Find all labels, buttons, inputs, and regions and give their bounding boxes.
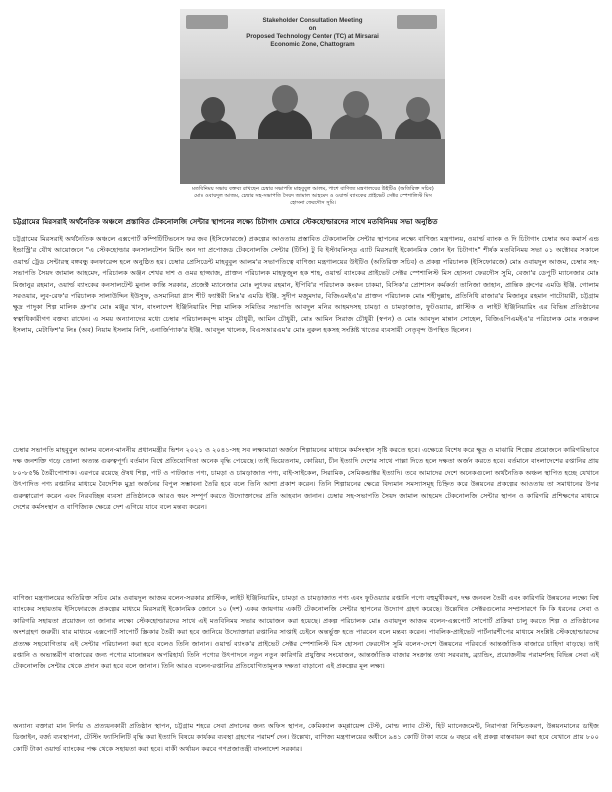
person-head — [272, 85, 298, 113]
article-paragraph: বাণিজ্য মন্ত্রণালয়ের অতিরিক্ত সচিব মোঃ ওবায়দুল আজম বলেন-সরকার প্লাস্টিক, লাইট ইঞ্জিনিয়ারিং, চামড়া ও চামড়াজাত পণ্য এবং ফুটওয়্যার রপ্তানি পণ্যে বহুমুখীকরণ, দক্ষ জনবল তৈরী এবং কারিগরি উন্নয়নের লক্ষ্যে বিশ্ব ব্যাংকের সহায়তায় ইসিফোরজে প্রকল্পের মাধ্যমে মিরসরাই ইকোনমিক জোনে ১০ (দশ) একর জায়গায় একটি টেকনোলজি সেন্টার স্থাপনের উদ্যোগ গ্রহণ করেছে। উল্লেখিত সেক্টরগুলোর সম্প্রসারণে কি কি ধরনের সেবা ও কারিগরি সহায়তা প্রয়োজন তা জানার লক্ষ্যে স্টেকহোল্ডারদের সাথে এই মতবিনিময় সভার আয়োজন করা হয়েছে। প্রকল্প পরিচালক মোঃ ওবায়দুল আজম বলেন-এক্সপোর্ট সাপোর্ট প্রক্রিয়া চালু করতে শিল্প ও প্রতিষ্ঠানের অংশগ্রহণ জরুরী। যার মাধ্যমে এক্সপোর্ট সাপোর্ট স্ক্রিকার তৈরী করা হবে জানিয়ে উদ্যোক্তারা রপ্তানির সাপ্তাই চেইনে অন্তর্ভুক্ত হতে পারবেন বলে মন্তব্য করেন। পাবলিক-প্রাইভেট পার্টনারশীপের মাধ্যমে সংশ্লিষ্ট স্টেকহোল্ডারদের প্রত্যক্ষ সহযোগিতায় এই সেন্টার পরিচালনা করা হবে বলেও তিনি জানান। ওয়ার্ল্ড ব্যাংক'র প্রাইভেট সেক্টর স্পেশালিস্ট মিস হোসনা ফেরদৌস সুমি বলেন-দেশে উন্নয়নের পরিবর্তে আন্তর্জাতিক বাজারে চাহিদা বাড়ছে। তাই রপ্তানি ও অভ্যন্তরীণ বাজারের জন্য পণ্যের মানোন্নয়ন অপরিহার্য। তিনি পণ্যের উৎপাদনে নতুন নতুন কারিগরি প্রযুক্তির সংযোজন, আন্তর্জাতিক বাজার সংক্রান্ত তথ্য সরবরাহ, ব্র্যান্ডিং, প্রয়োজনীয় পরামর্শসহ বিভিন্ন সেবা এই টেকনোলজি সেন্টার থেকে প্রদান করা হবে বলে জানান। তিনি আরও বলেন-রপ্তানির প্রতিযোগিতামূলক দক্ষতা বাড়ানো এই প্রকল্পের মূল লক্ষ্য। — [13, 594, 599, 671]
world-bank-logo — [397, 15, 437, 29]
meeting-photo — [180, 9, 445, 184]
person-head — [201, 97, 225, 123]
person-head — [343, 91, 369, 118]
person-head — [406, 97, 430, 122]
ministry-logo — [186, 15, 228, 29]
article-paragraph: চেম্বার সভাপতি মাহবুবুল আলম বলেন-মাননীয় প্রধানমন্ত্রীর ভিশন ২০২১ ও ২০৪১-সহ সব লক্ষ্যমাত্রা অর্জনে শিল্পায়নের মাধ্যমে কর্মসংস্থান সৃষ্টি করতে হবে। এক্ষেত্রে বিশেষ করে ক্ষুদ্র ও মাঝারি শিল্পের প্রয়োজনে কারিগরিভাবে দক্ষ জনশক্তি গড়ে তোলা অত্যন্ত গুরুত্বপূর্ণ। বর্তমান বিশ্বে প্রতিযোগিতা অনেক বৃদ্ধি পেয়েছে। তাই ভিয়েতনাম, কোরিয়া, চীন ইত্যাদি দেশের সাথে পাল্লা দিতে হলে দক্ষতা অর্জন করতে হবে। বর্তমানে বাংলাদেশের রপ্তানির প্রায় ৮০-৮৫% তৈরীপোশাক। এরপরে রয়েছে ঔষধ শিল্প, পাট ও পাটজাত পণ্য, চামড়া ও চামড়াজাত পণ্য, বাই-সাইকেল, সিরামিক, সেমিকন্ডাক্টর ইত্যাদি। তবে আমাদের দেশে অনেকগুলো অর্থনৈতিক অঞ্চল স্থাপিত হচ্ছে যেখানে উৎপাদিত পণ্য রপ্তানির মাধ্যমে বৈদেশিক মুদ্রা অর্জনের বিপুল সম্ভাবনা তৈরি হবে বলে তিনি আশা প্রকাশ করেন। তিনি শিল্পায়নের ক্ষেত্রে বিদ্যমান সমস্যাসমূহ চিহ্নিত করে উন্নয়নের প্রকল্পের আওতায় তা সমাধানের উপর গুরুত্বারোপ করেন এবং নিরবচ্ছিন্ন ব্যবসা প্রতিষ্ঠানকে আরও স্বয়ং সম্পূর্ণ করতে উদ্যোক্তাদের প্রতি আহবান জানান। চেম্বার সহ-সভাপতি সৈয়দ জামাল আহমেদ টেকনোলজি সেন্টার স্থাপন ও কারিগরি প্রশিক্ষণের মাধ্যমে দেশের কর্মসংস্থান ও বাণিজ্যিক ক্ষেত্রে দেশ এগিয়ে যাবে বলে মন্তব্য করেন। — [13, 446, 599, 512]
article-headline: চট্টগ্রামের মিরসরাই অর্থনৈতিক অঞ্চলে প্রস্তাবিত টেকনোলজি সেন্টার স্থাপনের লক্ষ্যে চিটাগাং চেম্বারে স্টেকহোল্ডারদের সাথে মতবিনিময় সভা অনুষ্ঠিত — [13, 217, 438, 226]
article-paragraph: অন্যান্য বক্তারা মান নির্ণয় ও প্রত্যয়নকারী প্রতিষ্ঠান স্থাপন, চট্টগ্রাম শহরে সেবা প্রদানের জন্য অফিস স্থাপন, কেমিক্যাল কম্প্লায়েন্স টেস্ট, মোল্ড ল্যাব টেস্ট, হিট ম্যানেজমেন্ট, নিরাপত্তা নিশ্চিতকরণ, উন্নয়নমানের ডাইজ ডিজাইন, বর্জ্য ব্যবস্থাপনা, টেস্টিং ফ্যাসিলিটি বৃদ্ধি করা ইত্যাদি বিষয়ে কার্যকর ব্যবস্থা গ্রহণের পরামর্শ দেন। উল্লেখ্য, বাণিজ্য মন্ত্রণালয়ের অধীনে ৯৪১ কোটি টাকা ব্যয়ে ৬ বছরে এই প্রকল্প বাস্তবায়ন করা হবে যেখানে প্রায় ৮০০ কোটি টাকা ওয়ার্ল্ড ব্যাংকের পক্ষ থেকে সহায়তা করা হবে। বাকী অর্থায়ন করবে গণপ্রজাতন্ত্রী বাংলাদেশ সরকার। — [13, 722, 599, 753]
article-paragraph: চট্টগ্রামের মিরসরাই অর্থনৈতিক অঞ্চলে এক্সপোর্ট কম্পিটিটিভনেস ফর জব (ইসিফোরজে) প্রকল্পের আওতায় প্রস্তাবিত টেকনোলজি সেন্টার স্থাপনের লক্ষ্যে বাণিজ্য মন্ত্রণালয়, ওয়ার্ল্ড ব্যাংক ও দি চিটাগাং চেম্বার অব কমার্স এন্ড ইন্ডাস্ট্রি'র যৌথ আয়োজনে "এ স্টেকহোল্ডার কনসালটেশন মিটিং অন দ্যা প্রপোজড টেকনোলজি সেন্টার (টিসি) টু বি ইস্টাবলিস্ড এ্যাট মিরসরাই ইকোনমিক জোন ইন চিটাগাং" শীর্ষক মতবিনিময় সভা ০১ অক্টোবর সকালে ওয়ার্ল্ড ট্রেড সেন্টারস্থ বঙ্গবন্ধু কনফারেন্স হলে অনুষ্ঠিত হয়। চেম্বার প্রেসিডেন্ট মাহবুবুল আলম'র সভাপতিত্বে বাণিজ্য মন্ত্রণালয়ের উইটিও (অতিরিক্ত সচিব) ও প্রকল্প পরিচালক (ইসিফোরজে) মোঃ ওবায়দুল আজম, চেম্বার সহ-সভাপতি সৈয়দ জামাল আহমেদ, পরিচালক অঞ্জন শেখর দাশ ও ওমর হাজ্জাজ, প্রাক্তন পরিচালক মাহফুজুল হক শাহ, ওয়ার্ল্ড ব্যাংকের প্রাইভেট সেক্টর স্পেশালিস্ট মিস হোসনা ফেরদৌস সুমি, বেজা'র ডেপুটি ম্যানেজার মোঃ মিজানুর রহমান, ওয়ার্ল্ড ব্যাংকের কনসালটেন্ট মুনাল কান্তি সরকার, প্রজেক্ট ম্যানেজার মোঃ লুৎফর রহমান, ইপিবি'র পরিচালক কংকন চাকমা, বিসিক'র প্রোশাসন কর্মকর্তা তানিজা জাহান, প্রান্তিক গ্রুপের এমডি ইঞ্জি. গোলাম সরওয়ার, লুব-রেফ'র পরিচালক সালাউদ্দিন ইউসুফ, ওসমানিয়া গ্লাস শীট ফ্যাক্টরী লিঃ'র এমডি ইঞ্জি. সুদীপ মজুমদার, বিজিএমইএ'র প্রাক্তন পরিচালক মোঃ শহীদুল্লাহ, প্রতিনিধি রাজার'র মিজানুর রহমান পাটোয়ারী, চট্টগ্রাম ক্ষুদ্র পাদুকা শিল্প মালিক গ্রুপ'র মোঃ মঞ্জুর খান, বাংলাদেশ ইঞ্জিনিয়ারিং শিল্প মালিক সমিতির সভাপতি আবদুল মনির আহমদসহ চামড়া ও চামড়াজাত, ফুটওয়্যার, প্লাস্টিক ও লাইট ইঞ্জিনিয়ারিং এর বিভিন্ন প্রতিষ্ঠানের স্বত্বাধিকারীগণ বক্তব্য রাখেন। এ সময় অন্যান্যদের মধ্যে চেম্বার পরিচালকবৃন্দ মাসুম চৌধুরী, আমিন চৌধুরী, মোঃ আমিন সিরাজ চৌধুরী (স্বপন) ও মোঃ আবদুল মান্নান সোহেল, বিজিএপিএমইএ'র পরিচালক মোঃ নজরুল ইসলাম, মেটাফিশ'র লিঃ (অব) নিয়াম ইসলাম নিশি, এনার্জিপ্যাক'র ইঞ্জি. আবদুল খালেক, বিএসআরএম'র মোঃ নুরুল হকসহ সংশ্লিষ্ট খাতের ব্যবসায়ী নেতৃবৃন্দ উপস্থিত ছিলেন। — [13, 235, 599, 335]
banner-text: Stakeholder Consultation Meeting on Proposed Technology Center (TC) at Mirsarai Economic Zone, Chattogram — [246, 17, 379, 48]
photo-caption: মতবিনিময় সভায় বক্তব্য রাখছেন চেম্বার সভাপতি মাহবুবুল আলম, পাশে বাণিজ্য মন্ত্রণালয়ের উইটিও (অতিরিক্ত সচিব) মোঃ ওবায়দুল আজম, চেম্বার সহ-সভাপতি সৈয়দ জামাল আহমেদ ও ওয়ার্ল্ড ব্যাংকের প্রাইভেট সেক্টর স্পেশালিস্ট মিস হোসনা ফেরদৌস সুমি। — [192, 186, 434, 206]
conference-table — [180, 139, 445, 184]
event-banner — [180, 9, 445, 79]
